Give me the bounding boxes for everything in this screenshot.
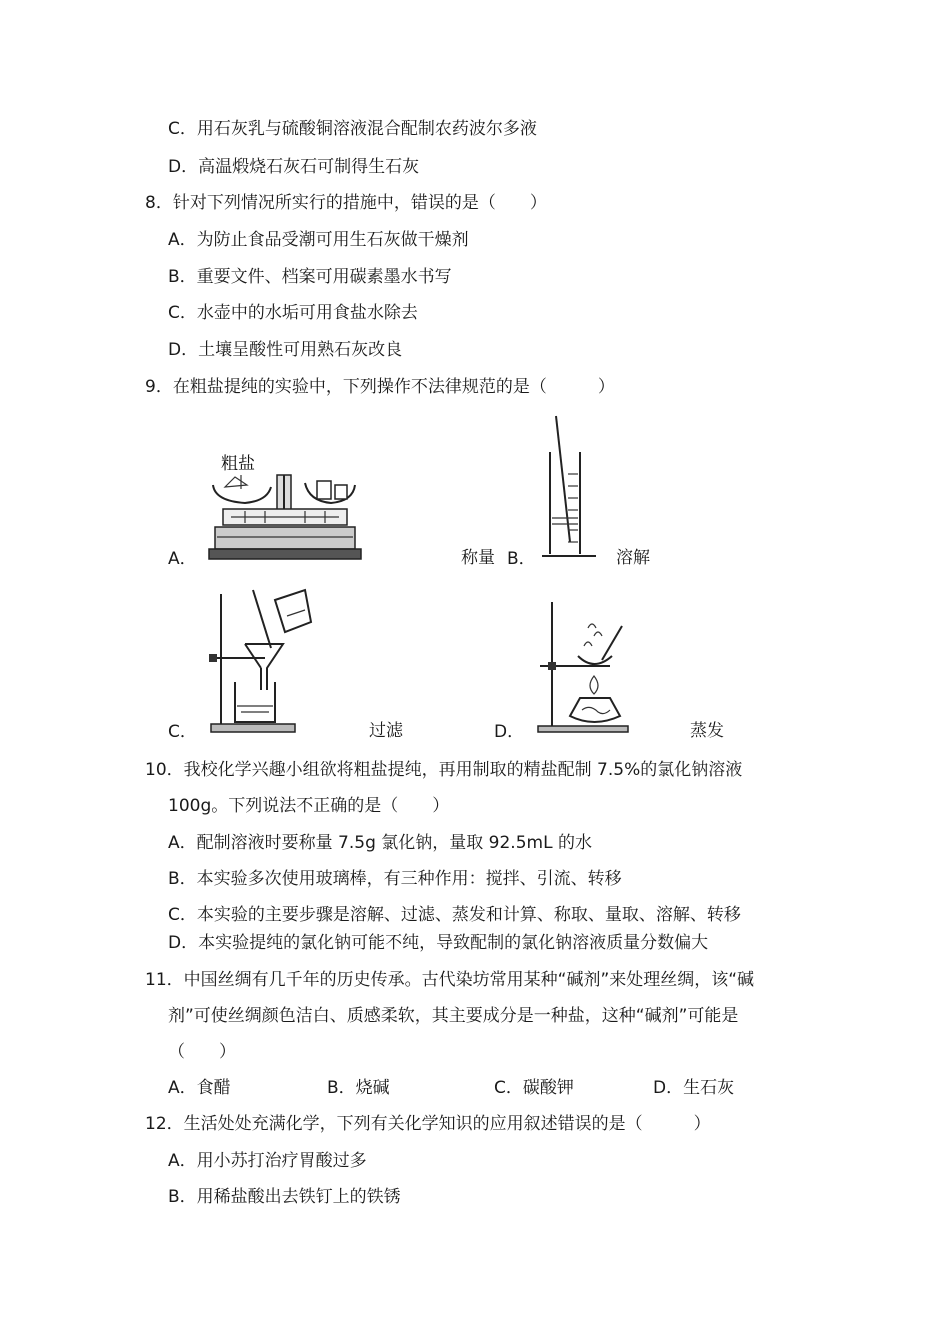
- q11-option-b: B．烧碱: [327, 1078, 390, 1098]
- q9-option-c-caption: 过滤: [369, 721, 403, 741]
- q9-option-d-letter: D．: [494, 722, 525, 742]
- q8-option-d: D．土壤呈酸性可用熟石灰改良: [168, 340, 403, 360]
- q11-option-a: A．食醋: [168, 1078, 231, 1098]
- q11-option-d: D．生石灰: [653, 1078, 735, 1098]
- q10-stem-line1: 10．我校化学兴趣小组欲将粗盐提纯，再用制取的精盐配制 7.5%的氯化钠溶液: [145, 760, 743, 780]
- q12-option-b: B．用稀盐酸出去铁钉上的铁锈: [168, 1187, 401, 1207]
- q9-option-a-letter: A．: [168, 549, 197, 569]
- q11-option-c: C．碳酸钾: [494, 1078, 574, 1098]
- q10-stem-line2: 100g。下列说法不正确的是（ ）: [168, 796, 450, 816]
- q9-option-c-letter: C．: [168, 722, 197, 742]
- q8-stem: 8．针对下列情况所实行的措施中，错误的是（ ）: [145, 193, 547, 213]
- q9-stem: 9．在粗盐提纯的实验中，下列操作不法律规范的是（ ）: [145, 377, 615, 397]
- q11-stem-line2: 剂”可使丝绸颜色洁白、质感柔软，其主要成分是一种盐，这种“碱剂”可能是: [168, 1006, 739, 1026]
- q9-option-d-caption: 蒸发: [690, 721, 724, 741]
- q9-option-b-caption: 溶解: [616, 548, 650, 568]
- q7-option-d: D．高温煅烧石灰石可制得生石灰: [168, 157, 420, 177]
- q8-option-a: A．为防止食品受潮可用生石灰做干燥剂: [168, 230, 469, 250]
- q12-stem: 12．生活处处充满化学，下列有关化学知识的应用叙述错误的是（ ）: [145, 1114, 711, 1134]
- q12-option-a: A．用小苏打治疗胃酸过多: [168, 1151, 367, 1171]
- q9-option-b-letter: B．: [507, 549, 536, 569]
- q9-option-a-caption: 称量: [461, 548, 495, 568]
- q11-stem-line3: （ ）: [168, 1042, 236, 1062]
- q10-option-b: B．本实验多次使用玻璃棒，有三种作用：搅拌、引流、转移: [168, 869, 622, 889]
- q10-option-d: D．本实验提纯的氯化钠可能不纯，导致配制的氯化钠溶液质量分数偏大: [168, 933, 709, 953]
- graduated-cylinder-figure: [540, 414, 600, 566]
- q10-option-a: A．配制溶液时要称量 7.5g 氯化钠，量取 92.5mL 的水: [168, 833, 592, 853]
- q10-option-c: C．本实验的主要步骤是溶解、过滤、蒸发和计算、称取、量取、溶解、转移: [168, 905, 741, 925]
- balance-figure: [205, 445, 365, 567]
- q7-option-c: C．用石灰乳与硫酸铜溶液混合配制农药波尔多液: [168, 119, 537, 139]
- q11-stem-line1: 11．中国丝绸有几千年的历史传承。古代染坊常用某种“碱剂”来处理丝绸，该“碱: [145, 970, 755, 990]
- evaporation-figure: [532, 598, 632, 738]
- q8-option-c: C．水壶中的水垢可用食盐水除去: [168, 303, 418, 323]
- filtration-figure: [205, 586, 315, 736]
- q8-option-b: B．重要文件、档案可用碳素墨水书写: [168, 267, 452, 287]
- coarse-salt-label: 粗盐: [221, 454, 255, 474]
